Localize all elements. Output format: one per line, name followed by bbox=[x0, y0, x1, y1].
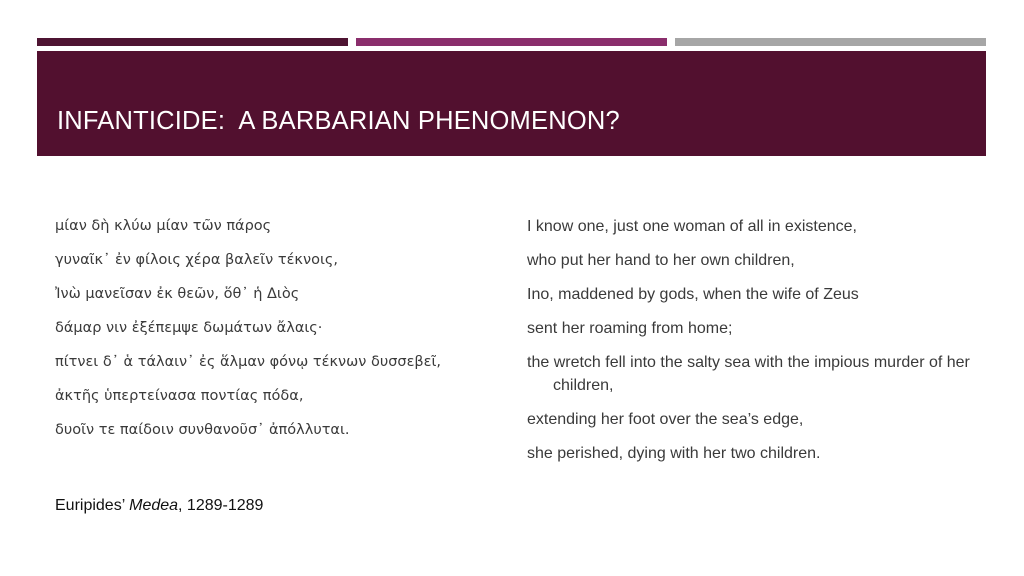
citation-work: Medea bbox=[129, 497, 179, 514]
greek-line: πίτνει δ᾽ ἁ τάλαιν᾽ ἐς ἅλμαν φόνῳ τέκνων δυσσεβεῖ, bbox=[55, 354, 442, 370]
header-bar-gray bbox=[675, 38, 986, 46]
greek-text bbox=[55, 209, 505, 447]
slide-title: INFANTICIDE: A BARBARIAN PHENOMENON? bbox=[57, 107, 620, 135]
english-line: extending her foot over the sea’s edge, bbox=[527, 411, 804, 428]
header-bar-dark bbox=[37, 38, 348, 46]
greek-line: ἀκτῆς ὑπερτείνασα ποντίας πόδα, bbox=[55, 388, 304, 404]
english-line: Ino, maddened by gods, when the wife of Zeus bbox=[527, 286, 859, 303]
title-band bbox=[37, 51, 986, 156]
greek-line: δάμαρ νιν ἐξέπεμψε δωμάτων ἄλαις· bbox=[55, 320, 323, 336]
citation bbox=[55, 497, 263, 515]
english-line: she perished, dying with her two children. bbox=[527, 445, 821, 462]
english-line: sent her roaming from home; bbox=[527, 320, 733, 337]
greek-line: μίαν δὴ κλύω μίαν τῶν πάρος bbox=[55, 218, 272, 234]
citation-author: Euripides’ bbox=[55, 497, 130, 514]
greek-line: γυναῖκ᾽ ἐν φίλοις χέρα βαλεῖν τέκνοις, bbox=[55, 252, 338, 268]
english-line: the wretch fell into the salty sea with the impious murder of her children, bbox=[527, 354, 970, 394]
english-line: I know one, just one woman of all in existence, bbox=[527, 218, 857, 235]
english-translation bbox=[527, 215, 987, 476]
header-bar-magenta bbox=[356, 38, 667, 46]
greek-line: δυοῖν τε παίδοιν συνθανοῦσ᾽ ἀπόλλυται. bbox=[55, 422, 350, 438]
greek-line: Ἰνὼ μανεῖσαν ἐκ θεῶν, ὅθ᾽ ἡ Διὸς bbox=[55, 286, 300, 302]
english-line: who put her hand to her own children, bbox=[527, 252, 795, 269]
citation-lines: , 1289-1289 bbox=[178, 497, 264, 514]
